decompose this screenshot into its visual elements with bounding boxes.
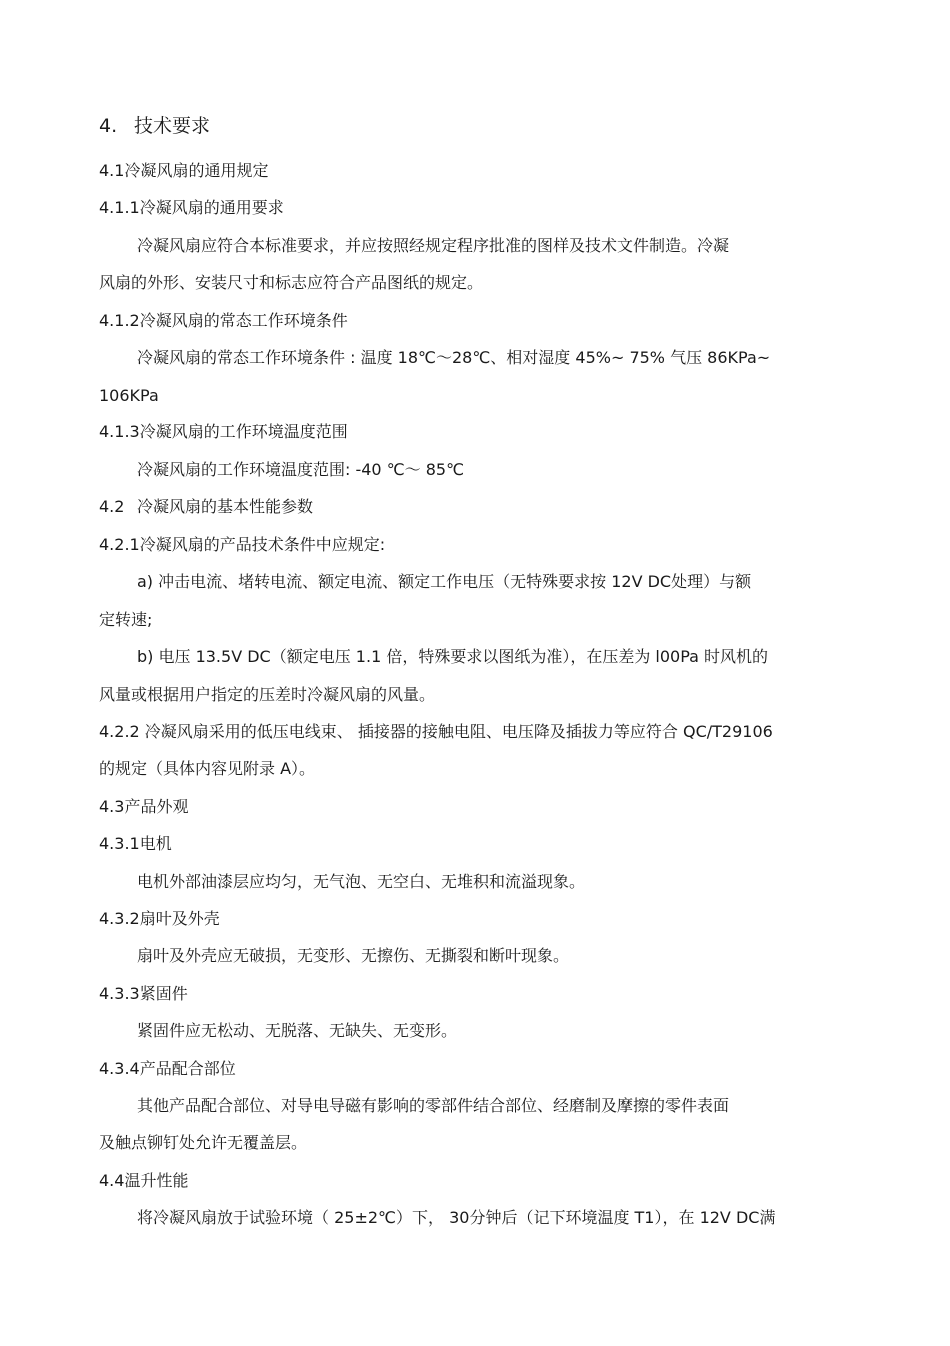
section-heading-4-2 [99, 497, 313, 517]
paragraph-line: 风扇的外形、安装尺寸和标志应符合产品图纸的规定。 [99, 273, 484, 292]
section-title: 电机 [139, 834, 172, 853]
paragraph-line: 紧固件应无松动、无脱落、无缺失、无变形。 [137, 1021, 458, 1040]
section-title: 紧固件 [139, 984, 188, 1003]
section-title: 温升性能 [124, 1171, 189, 1190]
section-heading-4-1 [99, 161, 268, 181]
section-number: 4.3.2 [99, 909, 140, 928]
paragraph-line: 冷凝风扇应符合本标准要求，并应按照经规定程序批准的图样及技术文件制造。冷凝 [137, 236, 730, 255]
paragraph-line: 冷凝风扇的工作环境温度范围: -40 ℃～ 85℃ [137, 460, 465, 479]
section-number: 4.3.4 [99, 1059, 140, 1078]
section-heading-4-3-2 [99, 909, 220, 929]
section-heading-4 [99, 116, 210, 136]
section-title: 产品外观 [124, 797, 189, 816]
section-heading-4-3 [99, 797, 188, 817]
section-number: 4.4 [99, 1171, 125, 1190]
section-heading-4-1-2 [99, 311, 348, 331]
section-number: 4.2 [99, 497, 125, 516]
paragraph-line: 其他产品配合部位、对导电导磁有影响的零部件结合部位、经磨制及摩擦的零件表面 [137, 1096, 730, 1115]
section-number: 4.1.1 [99, 198, 140, 217]
section-heading-4-1-1 [99, 198, 284, 218]
section-number: 4.3.3 [99, 984, 140, 1003]
paragraph-line: 及触点铆钉处允许无覆盖层。 [99, 1133, 308, 1152]
section-title: 冷凝风扇的基本性能参数 [137, 497, 314, 516]
paragraph-line: 将冷凝风扇放于试验环境（ 25±2℃）下， 30分钟后（记下环境温度 T1），在 12V DC满 [137, 1208, 776, 1227]
section-heading-4-3-3 [99, 984, 188, 1004]
section-number: 4.1.2 [99, 311, 140, 330]
section-title: 冷凝风扇的常态工作环境条件 [139, 311, 348, 330]
paragraph-line: 电机外部油漆层应均匀，无气泡、无空白、无堆积和流溢现象。 [137, 872, 586, 891]
paragraph-line: b) 电压 13.5V DC（额定电压 1.1 倍，特殊要求以图纸为准），在压差为 l00Pa 时风机的 [137, 647, 769, 666]
section-title: 扇叶及外壳 [139, 909, 220, 928]
section-heading-4-2-2: 4.2.2 冷凝风扇采用的低压电线束、 插接器的接触电阻、电压降及插拔力等应符合 QC/T29106 [99, 722, 773, 741]
section-title: 冷凝风扇的产品技术条件中应规定: [139, 535, 386, 554]
section-title: 冷凝风扇的通用要求 [139, 198, 284, 217]
section-heading-4-3-4 [99, 1059, 236, 1079]
section-heading-4-4 [99, 1171, 188, 1191]
section-title: 冷凝风扇的工作环境温度范围 [139, 422, 348, 441]
section-number: 4.2.1 [99, 535, 140, 554]
section-title: 冷凝风扇的通用规定 [124, 161, 269, 180]
paragraph-line: 定转速; [99, 610, 153, 629]
section-number: 4.3.1 [99, 834, 140, 853]
paragraph-line: 的规定（具体内容见附录 A）。 [99, 759, 316, 778]
section-heading-4-2-1 [99, 535, 385, 555]
section-number: 4.1 [99, 161, 125, 180]
section-number: 4. [99, 115, 118, 137]
section-heading-4-1-3 [99, 422, 348, 442]
section-title: 产品配合部位 [139, 1059, 236, 1078]
paragraph-line: 风量或根据用户指定的压差时冷凝风扇的风量。 [99, 685, 436, 704]
paragraph-line: 冷凝风扇的常态工作环境条件 : 温度 18℃～28℃、相对湿度 45%~ 75% 气压 86KPa~ [137, 348, 771, 367]
section-title: 技术要求 [134, 115, 211, 137]
section-number: 4.1.3 [99, 422, 140, 441]
paragraph-line: 106KPa [99, 386, 159, 405]
section-number: 4.3 [99, 797, 125, 816]
paragraph-line: a) 冲击电流、堵转电流、额定电流、额定工作电压（无特殊要求按 12V DC处理）与额 [137, 572, 752, 591]
section-heading-4-3-1 [99, 834, 172, 854]
paragraph-line: 扇叶及外壳应无破损，无变形、无擦伤、无撕裂和断叶现象。 [137, 946, 570, 965]
